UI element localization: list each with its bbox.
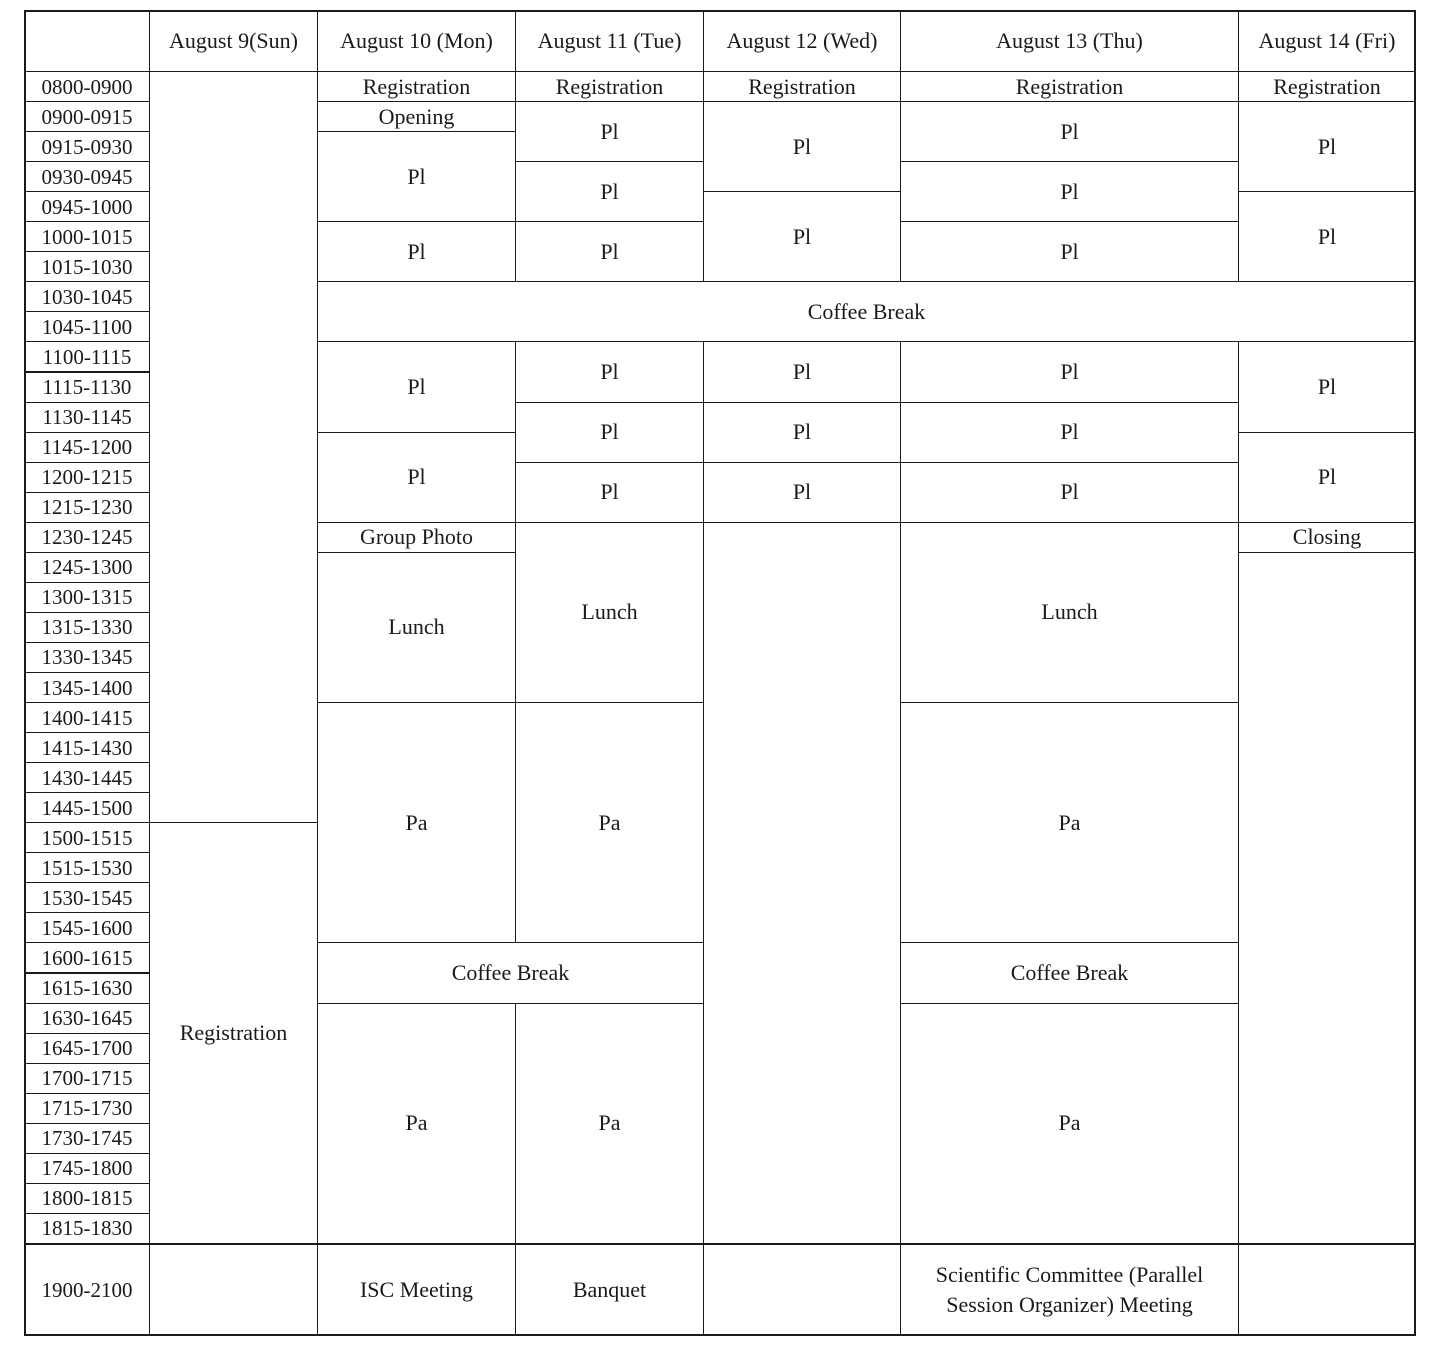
session-cell: Registration [703, 71, 901, 102]
time-slot-label: 1515-1530 [24, 852, 150, 883]
session-cell: Pl [900, 341, 1239, 402]
session-cell: Pa [317, 702, 516, 943]
session-cell: Pl [317, 341, 516, 432]
session-cell: Lunch [900, 522, 1239, 703]
time-slot-label: 1545-1600 [24, 912, 150, 943]
time-slot-label: 1530-1545 [24, 882, 150, 913]
session-cell: Pa [900, 702, 1239, 943]
session-cell: Pl [703, 191, 901, 282]
day-header: August 10 (Mon) [317, 10, 516, 72]
time-slot-label: 1130-1145 [24, 402, 150, 433]
coffee-break-cell: Coffee Break [317, 942, 704, 1003]
session-cell: Group Photo [317, 522, 516, 553]
time-slot-label: 1045-1100 [24, 311, 150, 342]
session-cell: Lunch [317, 552, 516, 703]
session-cell: Pl [1238, 432, 1416, 523]
session-cell [1238, 552, 1416, 1244]
time-slot-label: 0915-0930 [24, 131, 150, 162]
session-cell: Pa [317, 1003, 516, 1244]
session-cell: Pl [703, 341, 901, 402]
session-cell: Pl [703, 101, 901, 192]
session-cell [149, 1244, 318, 1336]
session-cell [703, 1244, 901, 1336]
time-slot-label: 1430-1445 [24, 762, 150, 793]
day-header: August 12 (Wed) [703, 10, 901, 72]
time-slot-label: 1730-1745 [24, 1123, 150, 1154]
time-slot-label: 1200-1215 [24, 462, 150, 493]
session-cell: Pl [515, 402, 704, 463]
session-cell: Pl [515, 341, 704, 402]
session-cell: Registration [317, 71, 516, 102]
session-cell [1238, 1244, 1416, 1336]
day-header: August 11 (Tue) [515, 10, 704, 72]
session-cell: Pl [900, 462, 1239, 523]
session-cell: Opening [317, 101, 516, 132]
time-slot-label: 1000-1015 [24, 221, 150, 252]
session-cell: Pl [900, 221, 1239, 282]
day-header: August 14 (Fri) [1238, 10, 1416, 72]
session-cell: Pl [900, 101, 1239, 162]
session-cell: Pl [703, 402, 901, 463]
day-header: August 9(Sun) [149, 10, 318, 72]
session-cell: ISC Meeting [317, 1244, 516, 1336]
session-cell: Pl [515, 462, 704, 523]
coffee-break-cell: Coffee Break [317, 281, 1416, 342]
time-slot-label: 1630-1645 [24, 1003, 150, 1034]
time-slot-label: 0800-0900 [24, 71, 150, 102]
session-cell: Pl [317, 221, 516, 282]
session-cell: Registration [149, 822, 318, 1244]
session-cell: Pl [1238, 191, 1416, 282]
time-slot-label: 1615-1630 [24, 973, 150, 1004]
time-slot-label: 1900-2100 [24, 1244, 150, 1336]
session-cell: Scientific Committee (Parallel Session Organizer) Meeting [900, 1244, 1239, 1336]
session-cell: Pl [515, 101, 704, 162]
session-cell: Pa [900, 1003, 1239, 1244]
session-cell: Pl [317, 131, 516, 222]
time-slot-label: 1645-1700 [24, 1033, 150, 1064]
time-slot-label: 1700-1715 [24, 1063, 150, 1094]
time-slot-label: 1300-1315 [24, 582, 150, 613]
time-slot-label: 1315-1330 [24, 612, 150, 643]
time-slot-label: 1500-1515 [24, 822, 150, 853]
time-slot-label: 1715-1730 [24, 1093, 150, 1124]
day-header: August 13 (Thu) [900, 10, 1239, 72]
session-cell [703, 522, 901, 1244]
session-cell [149, 71, 318, 823]
session-cell: Pl [900, 402, 1239, 463]
time-slot-label: 1800-1815 [24, 1183, 150, 1214]
time-slot-label: 1015-1030 [24, 251, 150, 282]
time-slot-label: 1145-1200 [24, 432, 150, 463]
time-slot-label: 1030-1045 [24, 281, 150, 312]
session-cell: Coffee Break [900, 942, 1239, 1003]
session-cell: Pl [1238, 341, 1416, 432]
session-cell: Lunch [515, 522, 704, 703]
time-slot-label: 1100-1115 [24, 341, 150, 372]
session-cell: Pl [703, 462, 901, 523]
session-cell: Closing [1238, 522, 1416, 553]
time-slot-label: 1215-1230 [24, 492, 150, 523]
time-slot-label: 1115-1130 [24, 372, 150, 403]
time-slot-label: 0900-0915 [24, 101, 150, 132]
time-slot-label: 1345-1400 [24, 672, 150, 703]
time-slot-label: 0930-0945 [24, 161, 150, 192]
session-cell: Pl [515, 221, 704, 282]
corner-cell [24, 10, 150, 72]
session-cell: Pa [515, 1003, 704, 1244]
session-cell: Registration [515, 71, 704, 102]
time-slot-label: 1415-1430 [24, 732, 150, 763]
time-slot-label: 1815-1830 [24, 1213, 150, 1244]
time-slot-label: 1245-1300 [24, 552, 150, 583]
session-cell: Pl [900, 161, 1239, 222]
session-cell: Pa [515, 702, 704, 943]
time-slot-label: 1230-1245 [24, 522, 150, 553]
session-cell: Registration [900, 71, 1239, 102]
time-slot-label: 1400-1415 [24, 702, 150, 733]
session-cell: Banquet [515, 1244, 704, 1336]
session-cell: Pl [515, 161, 704, 222]
time-slot-label: 1745-1800 [24, 1153, 150, 1184]
time-slot-label: 1445-1500 [24, 792, 150, 823]
session-cell: Pl [317, 432, 516, 523]
time-slot-label: 1600-1615 [24, 942, 150, 973]
time-slot-label: 0945-1000 [24, 191, 150, 222]
session-cell: Pl [1238, 101, 1416, 192]
time-slot-label: 1330-1345 [24, 642, 150, 673]
session-cell: Registration [1238, 71, 1416, 102]
